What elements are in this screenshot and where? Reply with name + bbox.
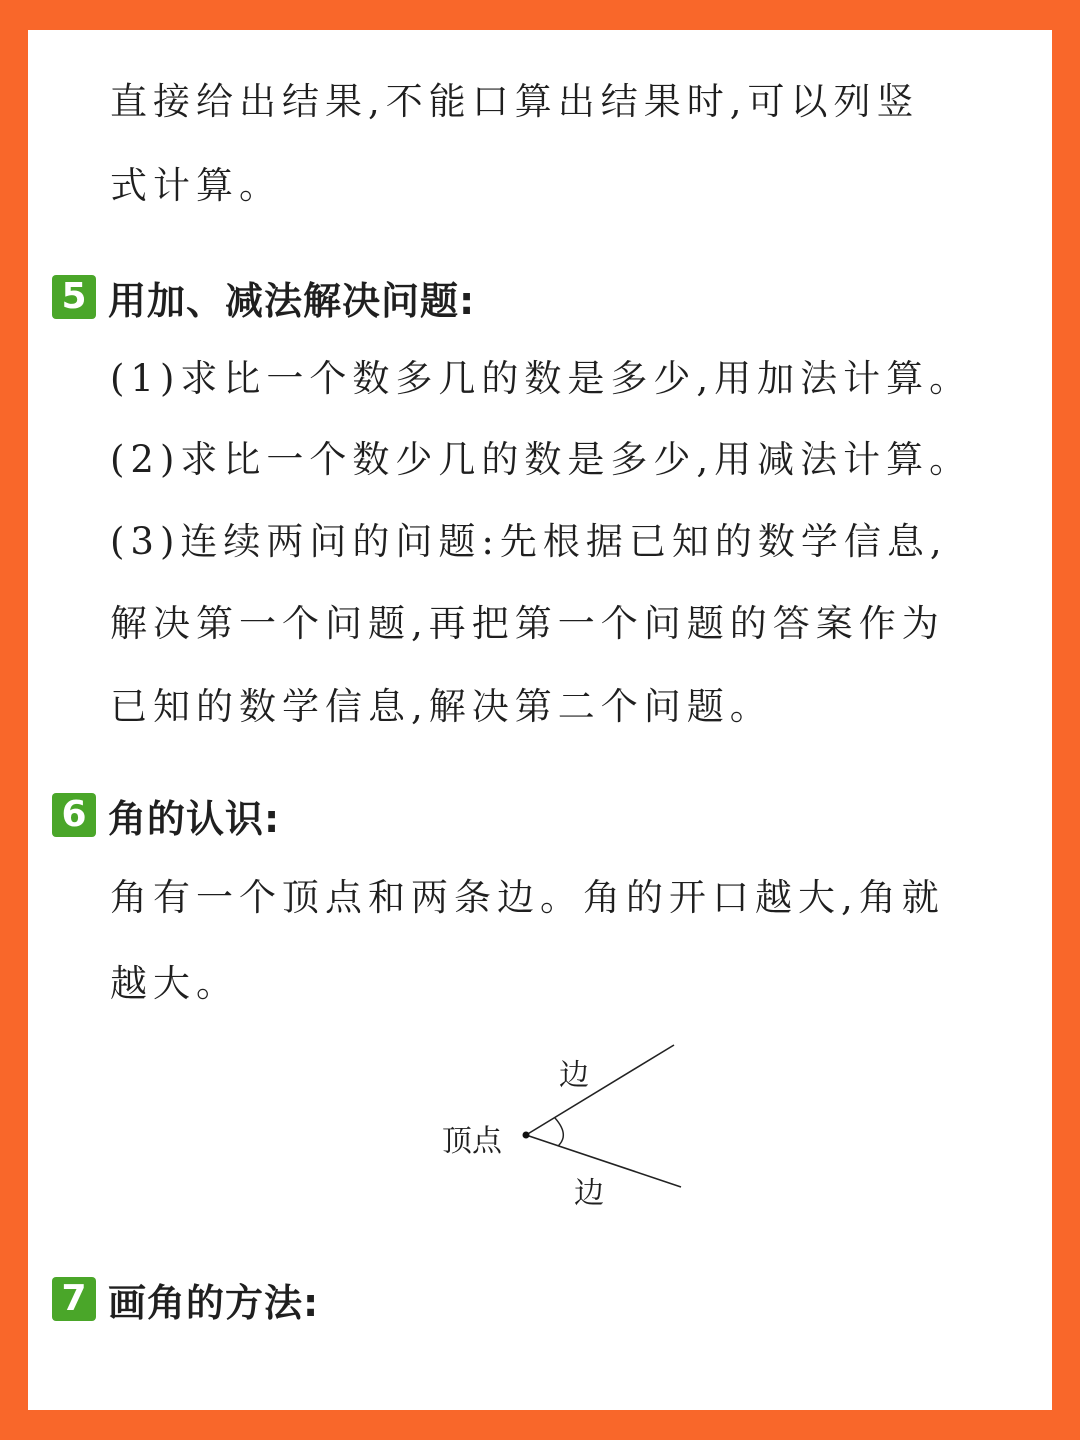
vertex-dot (523, 1132, 530, 1139)
section-5-title: 用加、减法解决问题: (108, 278, 476, 323)
section-5-line-4: 解决第一个问题,再把第一个问题的答案作为 (110, 602, 945, 645)
angle-upper-side (526, 1045, 674, 1135)
section-6-line-2: 越大。 (110, 962, 239, 1005)
section-7-title: 画角的方法: (108, 1280, 320, 1325)
page-sheet (28, 30, 1052, 1410)
lower-side-label: 边 (574, 1176, 604, 1211)
angle-diagram (28, 30, 1052, 1410)
upper-side-label: 边 (559, 1058, 589, 1093)
section-5-number-badge: 5 (52, 275, 96, 319)
section-5-line-5: 已知的数学信息,解决第二个问题。 (110, 685, 773, 728)
section-5-line-2: (2)求比一个数少几的数是多少,用减法计算。 (110, 438, 973, 481)
section-7-number-badge: 7 (52, 1277, 96, 1321)
section-6-title: 角的认识: (108, 796, 281, 841)
section-6-number-badge: 6 (52, 793, 96, 837)
intro-line-2: 式计算。 (110, 164, 282, 207)
section-6-line-1: 角有一个顶点和两条边。角的开口越大,角就 (110, 876, 945, 919)
angle-arc (555, 1118, 563, 1146)
section-5-line-1: (1)求比一个数多几的数是多少,用加法计算。 (110, 357, 973, 400)
vertex-label: 顶点 (442, 1124, 502, 1159)
section-5-line-3: (3)连续两问的问题:先根据已知的数学信息, (110, 520, 948, 563)
section-7-heading (52, 1276, 320, 1325)
intro-line-1: 直接给出结果,不能口算出结果时,可以列竖 (110, 80, 920, 123)
